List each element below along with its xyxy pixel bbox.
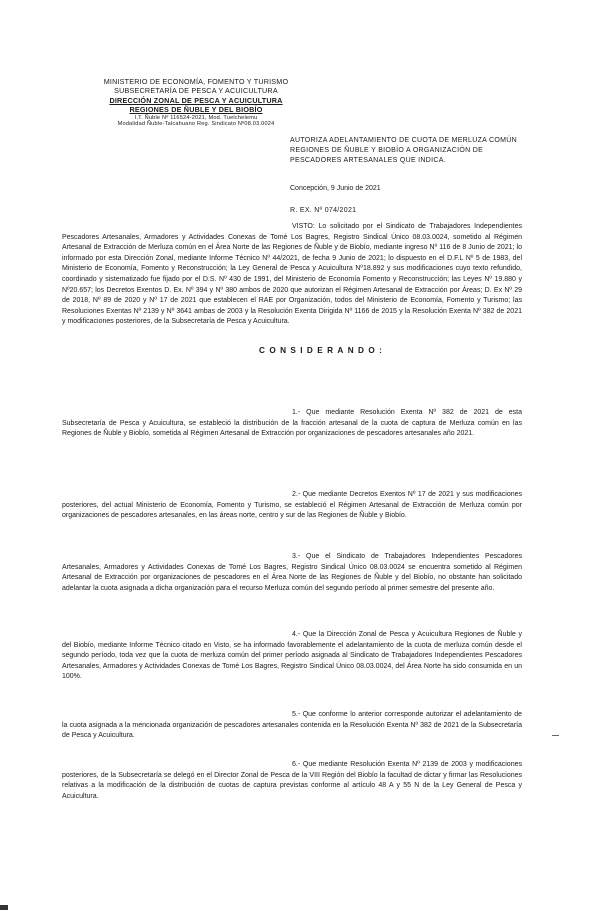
visto-paragraph: VISTO: Lo solicitado por el Sindicato de Trabajadores Independientes Pescadores Artesanales, Armadores y Actividades Conexas de Tomé Los Bagres, Registro Sindical Único 08.03.0024, sometido al Régimen Artesanal de Extracción de Merluza común en el Área Norte de las Regiones de Ñuble y de Biobío, mediante ingreso Nº 116 de 8 Junio de 2021; lo informado por esta Dirección Zonal, mediante Informe Técnico Nº 44/2021, de fecha 9 Junio de 2021; lo dispuesto en el D.F.L Nº 5 de 1983, del Ministerio de Economía, Fomento y Reconstrucción; la Ley General de Pesca y Acuicultura Nº18.892 y sus modificaciones cuyo texto refundido, coordinado y sistematizado fue fijado por el D.S. Nº 430 de 1991, del Ministerio de Economía Fomento y Reconstrucción; las Leyes Nº 19.880 y Nº20.657; los Decretos Exentos D. Ex. Nº 394 y Nº 380 ambos de 2020 que autorizan el Régimen Artesanal de Extracción por Áreas; D. Ex Nº 29 de 2018, Nº 89 de 2020 y Nº 17 de 2021 que establecen el RAE por Organización, todos del Ministerio de Economía, Fomento y Turismo; las Resoluciones Exentas Nº 2139 y Nº 3641 ambas de 2003 y la Resolución Exenta Dirigida Nº 1166 de 2015 y la Resolución Exenta Nº 382 de 2021 y modificaciones posteriores, de la Subsecretaría de Pesca y Acuicultura. (62, 223, 522, 326)
ministry-line: MINISTERIO DE ECONOMÍA, FOMENTO Y TURISMO (103, 77, 289, 86)
resolution-title: AUTORIZA ADELANTAMIENTO DE CUOTA DE MERLUZA COMÚN REGIONES DE ÑUBLE Y BIOBÍO A ORGANIZACIÓN DE PESCADORES ARTESANALES QUE INDICA. (290, 137, 517, 164)
place-date: Concepción, 9 Junio de 2021 (290, 185, 381, 192)
letterhead (86, 77, 306, 128)
considerando-paragraph-1: 1.- Que mediante Resolución Exenta Nº 382 de 2021 de esta Subsecretaría de Pesca y Acuicultura, se estableció la distribución de la fracción artesanal de la cuota de captura de Merluza común en las Regiones de Ñuble y Biobío, sometida al Régimen Artesanal de Extracción por organizaciones de pescadores artesanales año 2021. (62, 409, 522, 438)
considerando-paragraph-4: 4.- Que la Dirección Zonal de Pesca y Acuicultura Regiones de Ñuble y del Biobío, mediante Informe Técnico citado en Visto, se ha informado favorablemente el adelantamiento de la cuota de merluza común desde el segundo período, toda vez que la cuota de merluza común del primer período asignada al Sindicato de Trabajadores Independientes Pescadores Artesanales, Armadores y Actividades Conexas de Tomé Los Bagres, Registro Sindical Único 08.03.0024, del Área Norte ha sido consumida en un 100%. (62, 631, 522, 681)
zonal-direction-line: DIRECCIÓN ZONAL DE PESCA Y ACUICULTURA (109, 95, 283, 105)
considerando-paragraph-3: 3.- Que el Sindicato de Trabajadores Independientes Pescadores Artesanales, Armadores y Actividades Conexas de Tomé Los Bagres, Registro Sindical Único 08.03.0024 se encuentra sometido al Régimen Artesanal de Extracción por organizaciones de pescadores en el Área Norte de las Regiones de Ñuble y del Biobío, no obstante han solicitado adelantar la cuota asignada a dicha organización para el recurso Merluza común del segundo período al primer semestre del presente año. (62, 553, 522, 592)
considerando-paragraph-5: 5.- Que conforme lo anterior corresponde autorizar el adelantamiento de la cuota asignada a la mencionada organización de pescadores artesanales contenida en la Resolución Exenta Nº 382 de 2021 de la Subsecretaría de Pesca y Acuicultura. (62, 711, 522, 740)
scan-mark (0, 905, 8, 910)
resolution-number: R. EX. Nº 074/2021 (290, 207, 357, 214)
reference-line-2: Modalidad Ñuble-Talcahuano Reg. Sindicato Nº08.03.0024 (117, 121, 275, 128)
considerando-paragraph-6: 6.- Que mediante Resolución Exenta Nº 2139 de 2003 y modificaciones posteriores, de la Subsecretaría se delegó en el Director Zonal de Pesca de la VIII Región del Biobío la facultad de dictar y firmar las Resoluciones relativas a la modificación de la distribución de cuotas de captura previstas conforme al artículo 48 A y 55 N de la Ley General de Pesca y Acuicultura. (62, 761, 522, 800)
considerando-heading: CONSIDERANDO: (259, 346, 387, 355)
margin-mark (552, 735, 559, 736)
regions-line: REGIONES DE ÑUBLE Y DEL BIOBÍO (129, 105, 263, 115)
subsecretariat-line: SUBSECRETARÍA DE PESCA Y ACUICULTURA (114, 86, 278, 96)
considerando-paragraph-2: 2.- Que mediante Decretos Exentos Nº 17 de 2021 y sus modificaciones posteriores, del actual Ministerio de Economía, Fomento y Turismo, se estableció el Régimen Artesanal de Extracción de Merluza común por organizaciones de pescadores artesanales, en las áreas norte, centro y sur de las Regiones de Ñuble y Biobío. (62, 491, 522, 520)
reference-line-1: I.T. Ñuble Nº 116524-2021, Mod. Tuelchelemu (134, 114, 258, 121)
